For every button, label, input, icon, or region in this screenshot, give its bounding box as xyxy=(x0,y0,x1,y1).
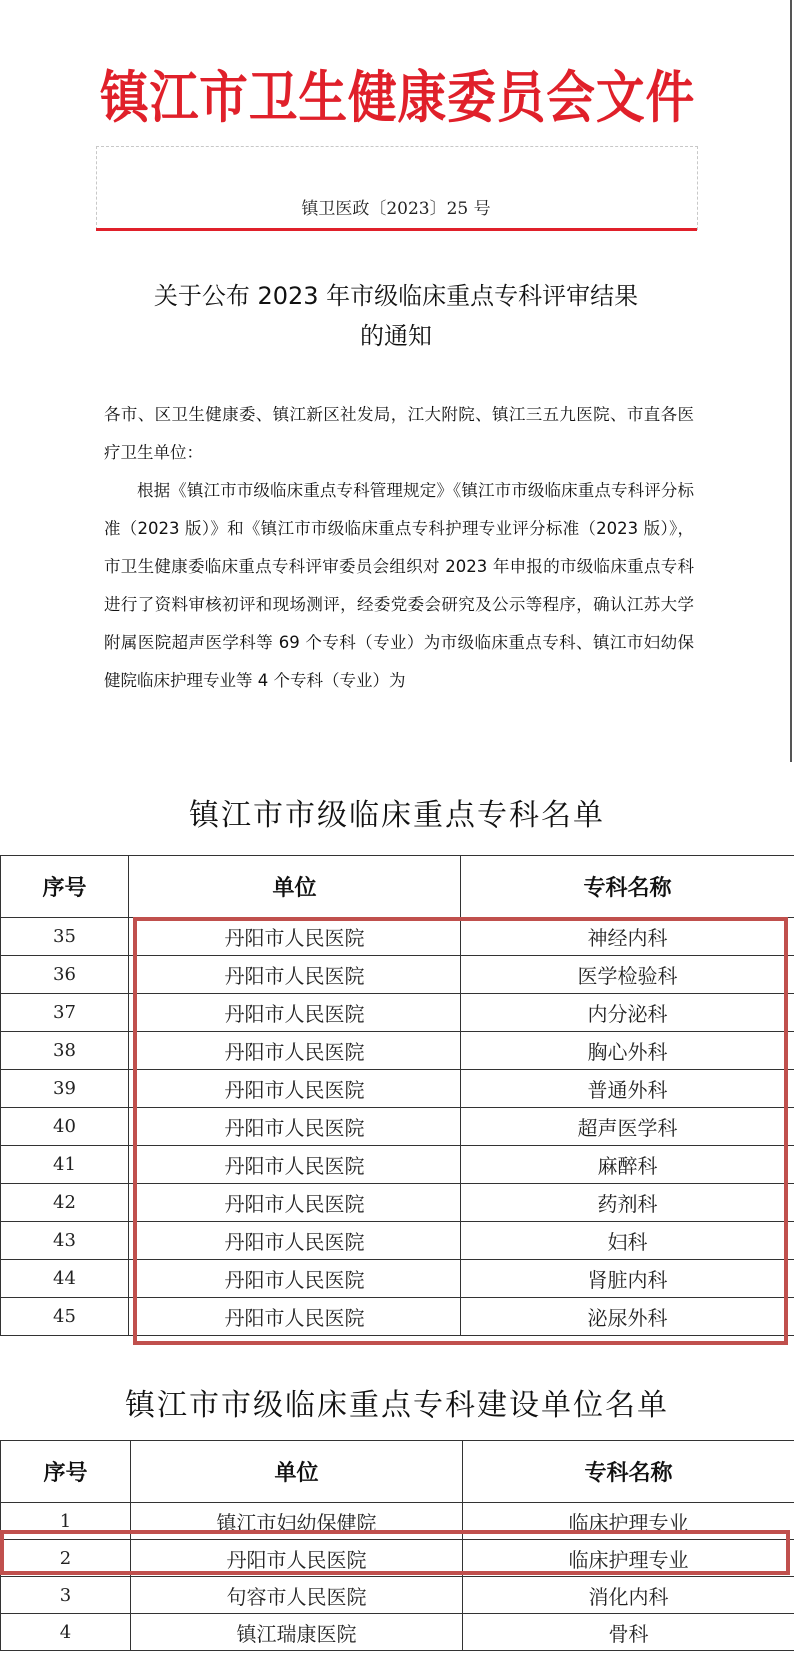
cell-unit: 丹阳市人民医院 xyxy=(129,1070,461,1108)
cell-unit: 镇江瑞康医院 xyxy=(131,1614,463,1651)
salutation: 各市、区卫生健康委、镇江新区社发局，江大附院、镇江三五九医院、市直各医疗卫生单位： xyxy=(104,405,694,462)
notice-title-line-2: 的通知 xyxy=(360,322,432,350)
cell-specialty: 神经内科 xyxy=(461,918,794,956)
cell-unit: 丹阳市人民医院 xyxy=(129,1260,461,1298)
highlight-box-row-2 xyxy=(0,1530,790,1575)
cell-unit: 丹阳市人民医院 xyxy=(129,956,461,994)
red-divider-line xyxy=(96,228,697,231)
document-number: 镇卫医政〔2023〕25 号 xyxy=(301,199,491,219)
document-masthead: 镇江市卫生健康委员会文件 xyxy=(100,65,696,131)
header-unit: 单位 xyxy=(131,1441,463,1503)
cell-unit: 丹阳市人民医院 xyxy=(129,1146,461,1184)
cell-serial: 42 xyxy=(1,1184,129,1222)
cell-specialty: 药剂科 xyxy=(461,1184,794,1222)
cell-serial: 41 xyxy=(1,1146,129,1184)
cell-serial: 39 xyxy=(1,1070,129,1108)
cell-specialty: 妇科 xyxy=(461,1222,794,1260)
cell-specialty: 骨科 xyxy=(463,1614,794,1651)
highlight-box-danyang-rows xyxy=(133,917,788,1345)
cell-specialty: 麻醉科 xyxy=(461,1146,794,1184)
header-serial: 序号 xyxy=(1,856,129,918)
header-specialty: 专科名称 xyxy=(463,1441,794,1503)
cell-specialty: 临床护理专业 xyxy=(463,1540,794,1577)
cell-specialty: 胸心外科 xyxy=(461,1032,794,1070)
cell-serial: 43 xyxy=(1,1222,129,1260)
cell-unit: 句容市人民医院 xyxy=(131,1577,463,1614)
cell-unit: 丹阳市人民医院 xyxy=(129,1108,461,1146)
body-paragraph: 根据《镇江市市级临床重点专科管理规定》《镇江市市级临床重点专科评分标准（2023 版）》和《镇江市市级临床重点专科护理专业评分标准（2023 版）》，市卫生健康委临床重点专科评审委员会组织对 2023 年申报的市级临床重点专科进行了资料审核初评和现场测评，经委党委会研究及公示等程序，确认江苏大学附属医院超声医学科等 69 个专科（专业）为市级临床重点专科、镇江市妇幼保健院临床护理专业等 4 个专科（专业）为 xyxy=(104,481,694,690)
notice-title-line-1: 关于公布 2023 年市级临床重点专科评审结果 xyxy=(153,282,639,310)
cell-specialty: 医学检验科 xyxy=(461,956,794,994)
cell-unit: 丹阳市人民医院 xyxy=(129,1032,461,1070)
cell-specialty: 超声医学科 xyxy=(461,1108,794,1146)
cell-serial: 38 xyxy=(1,1032,129,1070)
cell-unit: 丹阳市人民医院 xyxy=(129,1184,461,1222)
cell-specialty: 普通外科 xyxy=(461,1070,794,1108)
cell-serial: 36 xyxy=(1,956,129,994)
construction-unit-list-title: 镇江市市级临床重点专科建设单位名单 xyxy=(125,1388,669,1423)
key-specialty-list-title: 镇江市市级临床重点专科名单 xyxy=(189,798,605,833)
cell-serial: 40 xyxy=(1,1108,129,1146)
cell-specialty: 临床护理专业 xyxy=(463,1503,794,1540)
notice-title xyxy=(96,276,696,356)
cell-serial: 45 xyxy=(1,1298,129,1336)
cell-serial: 3 xyxy=(1,1577,131,1614)
cell-unit: 镇江市妇幼保健院 xyxy=(131,1503,463,1540)
header-serial: 序号 xyxy=(1,1441,131,1503)
header-unit: 单位 xyxy=(129,856,461,918)
cell-unit: 丹阳市人民医院 xyxy=(129,1298,461,1336)
cell-specialty: 肾脏内科 xyxy=(461,1260,794,1298)
cell-serial: 37 xyxy=(1,994,129,1032)
header-specialty: 专科名称 xyxy=(461,856,794,918)
notice-body xyxy=(104,396,694,700)
page-edge-divider xyxy=(790,0,792,762)
cell-serial: 44 xyxy=(1,1260,129,1298)
cell-unit: 丹阳市人民医院 xyxy=(129,994,461,1032)
official-document xyxy=(0,0,794,762)
cell-serial: 1 xyxy=(1,1503,131,1540)
table-row xyxy=(1,1577,794,1614)
cell-unit: 丹阳市人民医院 xyxy=(129,918,461,956)
table-row xyxy=(1,1614,794,1651)
cell-specialty: 泌尿外科 xyxy=(461,1298,794,1336)
cell-serial: 35 xyxy=(1,918,129,956)
table-header-row xyxy=(1,856,794,918)
table-header-row xyxy=(1,1441,794,1503)
cell-specialty: 内分泌科 xyxy=(461,994,794,1032)
cell-serial: 4 xyxy=(1,1614,131,1651)
cell-unit: 丹阳市人民医院 xyxy=(131,1540,463,1577)
cell-specialty: 消化内科 xyxy=(463,1577,794,1614)
cell-unit: 丹阳市人民医院 xyxy=(129,1222,461,1260)
cell-serial: 2 xyxy=(1,1540,131,1577)
